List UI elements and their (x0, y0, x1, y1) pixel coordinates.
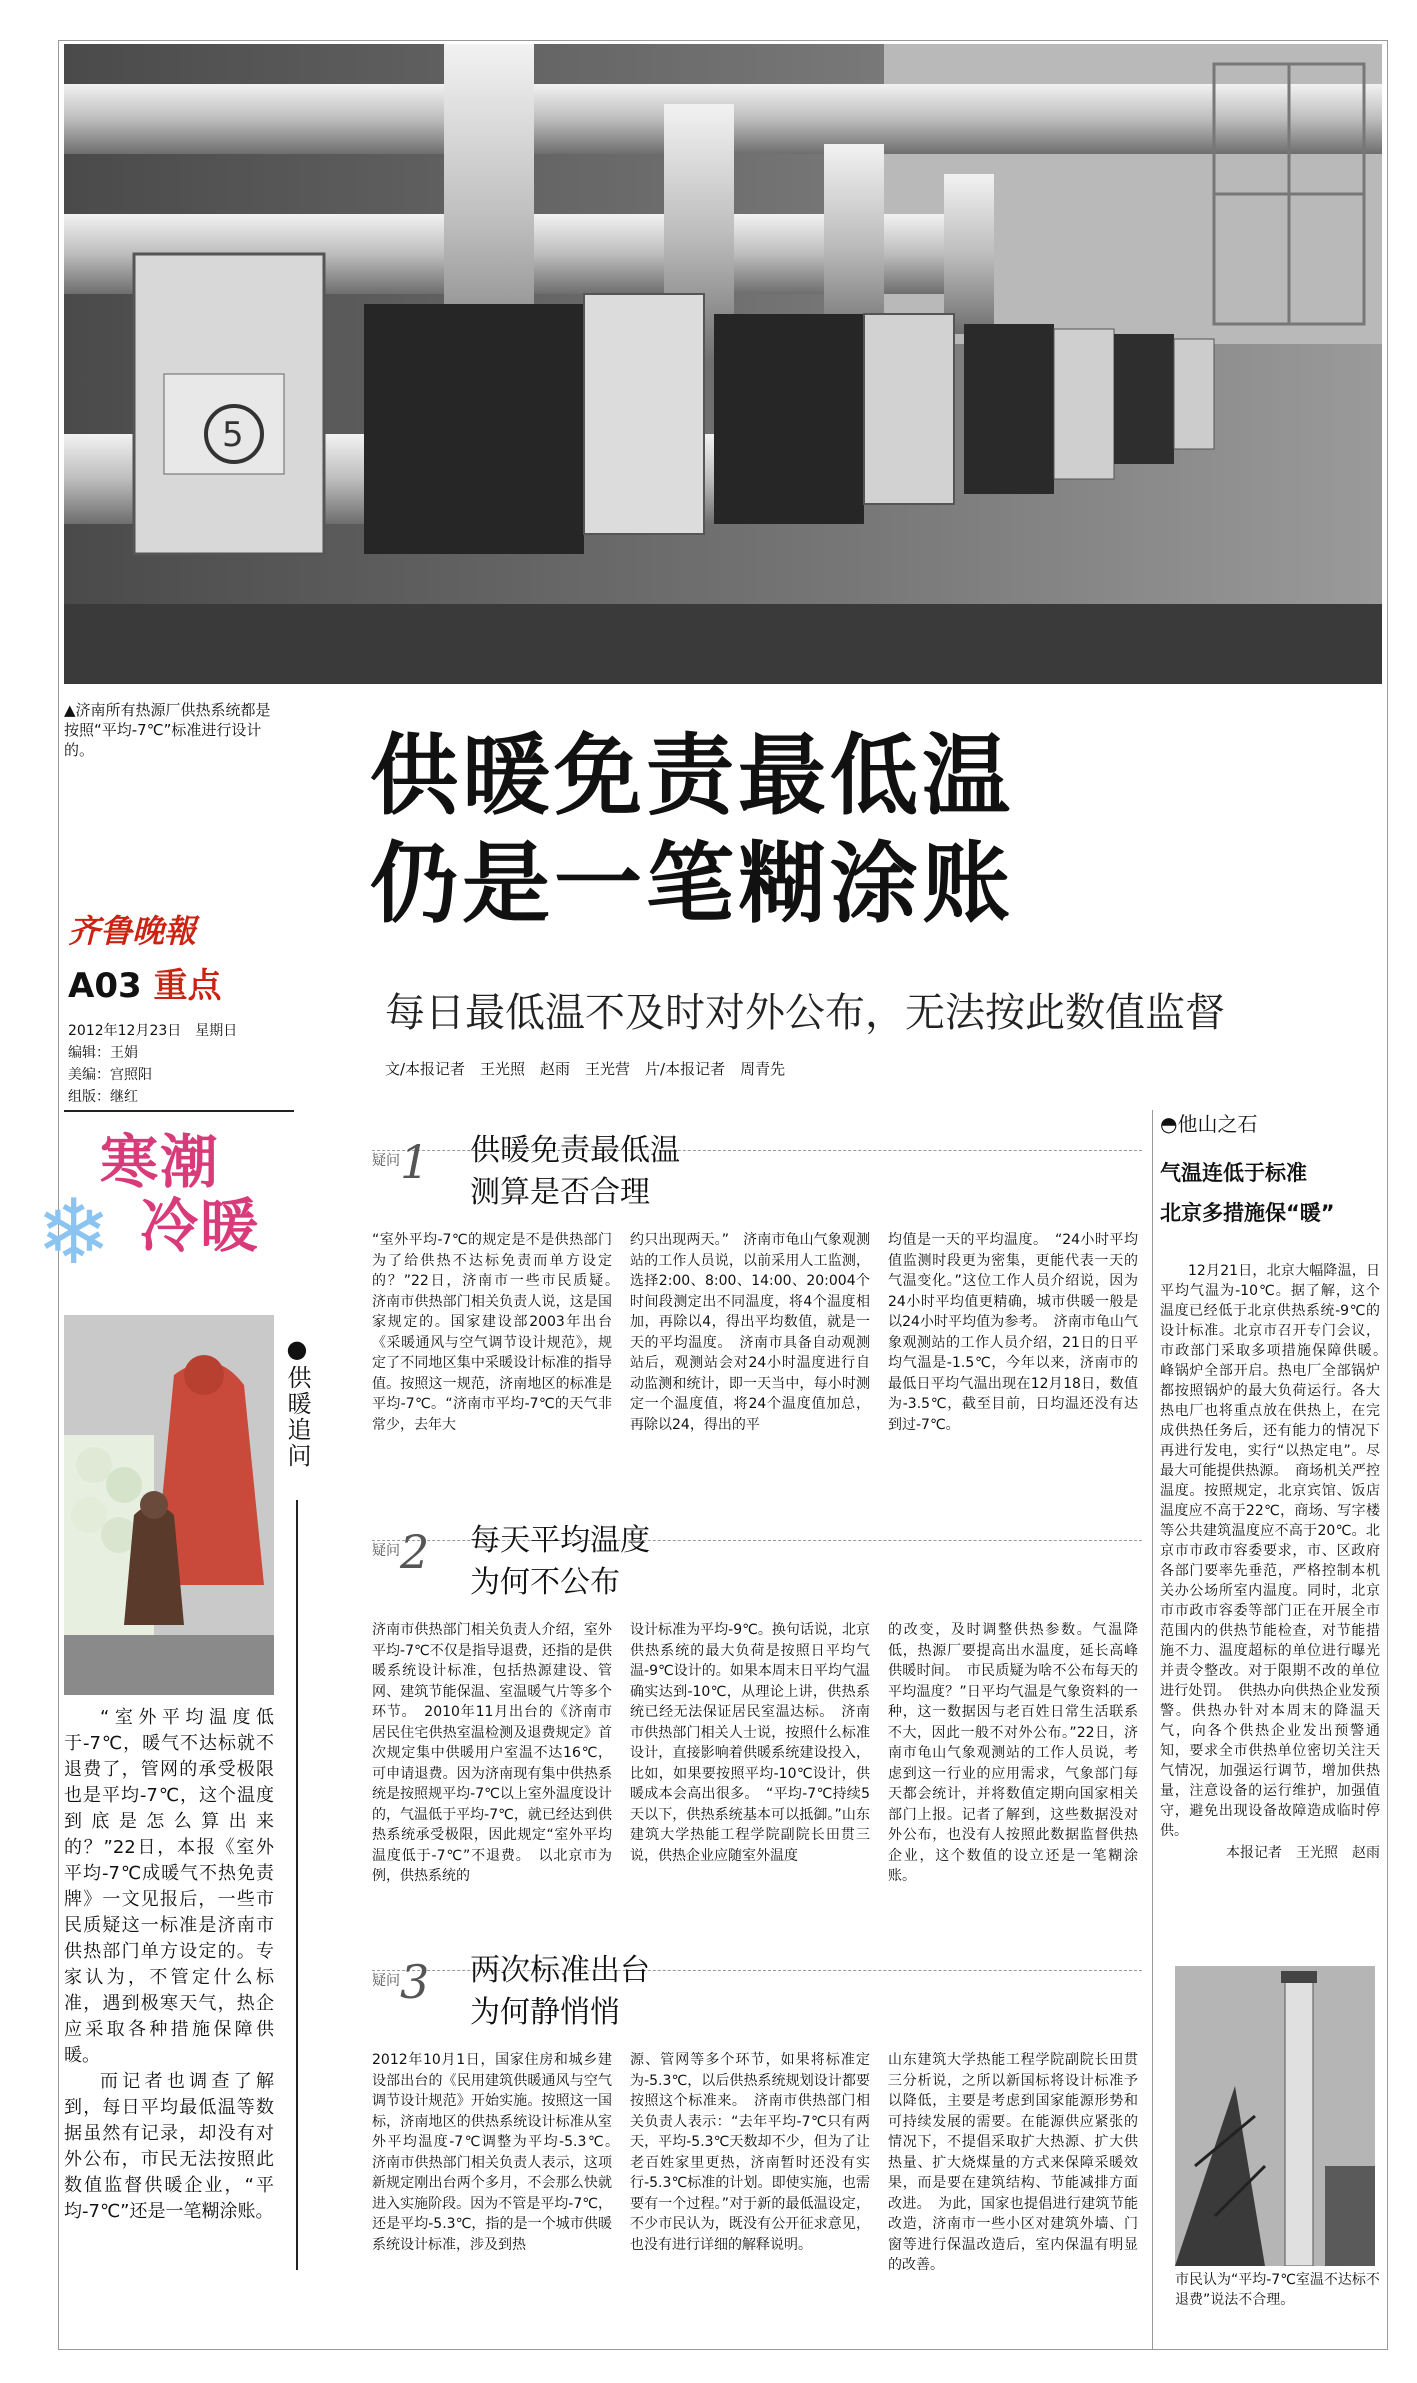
question-3-column-3: 山东建筑大学热能工程学院副院长田贯三分析说，之所以新国标将设计标准予以降低，主要是考虑到国家能源形势和可持续发展的需要。在能源供应紧张的情况下，不提倡采取扩大热源、扩大供热量、扩大烧煤量的方式来保障采暖效果，而是要在建筑结构、节能减排方面改进。 为此，国家也提倡进行建筑节能改造，济南市一些小区对建筑外墙、门窗等进行保温改造后，室内保温有明显的改善。 (888, 2052, 1138, 2273)
pipes-illustration (64, 44, 1382, 684)
subheadline: 每日最低温不及时对外公布，无法按此数值监督 (385, 990, 1225, 1036)
question-2-number: 2 (400, 1525, 430, 1579)
vendor-photo (64, 1315, 274, 1695)
page-number-value: A03 (68, 966, 142, 1006)
series-tag: ●供暖追问 (283, 1335, 311, 1469)
layout-credit: 组版：继红 (68, 1089, 138, 1105)
sidebar-credit: 本报记者 王光照 赵雨 (1226, 1845, 1380, 1861)
question-2-column-2: 设计标准为平均-9℃。换句话说，北京供热系统的最大负荷是按照日平均气温-9℃设计的。如果本周末日平均气温确实达到-10℃，从理论上讲，供热系统已经无法保证居民室温达标。 济南市供热部门相关人士说，按照什么标准设计，直接影响着供暖系统建设投入，比如，如果要按照平均-10℃设计，供暖成本会高出很多。 “平均-7℃持续5天以下，供热系统基本可以抵御。”山东建筑大学热能工程学院副院长田贯三说，供热企业应随室外温度 (630, 1622, 870, 1864)
question-3-title-line-1: 两次标准出台 (470, 1953, 650, 1988)
intro-text (64, 1705, 274, 2225)
winter-logo (100, 1130, 260, 1258)
question-1-title-line-2: 测算是否合理 (470, 1175, 650, 1210)
question-1-title-line-1: 供暖免责最低温 (470, 1133, 680, 1168)
sidebar-body: 12月21日，北京大幅降温，日平均气温为-10℃。据了解，这个温度已经低于北京供热系统-9℃的设计标准。北京市召开专门会议，市政部门采取多项措施保障供暖。 峰锅炉全部开启。热电厂全部锅炉都按照锅炉的最大负荷运行。各大热电厂也将重点放在供热上，在完成供热任务后，还有能力的情况下再进行发电，实行“以热定电”。尽最大可能提供热源。 商场机关严控温度。按照规定，北京宾馆、饭店温度应不高于22℃，商场、写字楼等公共建筑温度应不高于20℃。北京市市政市容委要求，市、区政府各部门要率先垂范，严格控制本机关办公场所室内温度。同时，北京市市政市容委等部门正在开展全市范围内的供热节能检查，对节能措施不力、温度超标的单位进行曝光并责令整改。对于限期不改的单位进行处罚。 供热办向供热企业发预警。供热办针对本周末的降温天气，向各个供热企业发出预警通知，要求全市供热单位密切关注天气情况，加强运行调节，增加供热量，注意设备的运行维护，加强值守，避免出现设备故障造成临时停供。 (1160, 1263, 1394, 1839)
boiler-room-photo (64, 44, 1382, 684)
question-1-column-3: 均值是一天的平均温度。 “24小时平均值监测时段更为密集，更能代表一天的气温变化。”这位工作人员介绍说，因为24小时平均值更精确，城市供暖一般是以24小时平均值为参考。 济南市龟山气象观测站的工作人员介绍，21日的日平均气温是-1.5℃，今年以来，济南市的最低日平均气温出现在12月18日，数值为-3.5℃，截至目前，日均温还没有达到过-7℃。 (888, 1232, 1138, 1433)
question-2-title-line-1: 每天平均温度 (470, 1523, 650, 1558)
question-1-column-2: 约只出现两天。” 济南市龟山气象观测站的工作人员说，以前采用人工监测，选择2:00、8:00、14:00、20:004个时间段测定出不同温度，将4个温度相加，再除以4，得出平均数值，就是一天的平均温度。 济南市具备自动观测站后，观测站会对24小时温度进行自动监测和统计，即一天当中，每小时测定一个温度值，将24个温度值加总，再除以24，得出的平 (630, 1232, 870, 1433)
question-3-number: 3 (400, 1955, 430, 2009)
designer-credit: 美编：宫照阳 (68, 1067, 152, 1083)
sidebar-title-2: 北京多措施保“暖” (1160, 1201, 1335, 1225)
side-vertical-rule (296, 1500, 298, 2270)
question-3-title-line-2: 为何静悄悄 (470, 1995, 620, 2030)
question-1-title (470, 1130, 680, 1214)
winter-title-2: 冷暖 (140, 1192, 261, 1260)
question-2-title (470, 1520, 650, 1604)
question-1-label: 疑问 (372, 1153, 400, 1169)
sidebar-tag: ◓他山之石 (1160, 1112, 1258, 1136)
question-2-column-1: 济南市供热部门相关负责人介绍，室外平均-7℃不仅是指导退费，还指的是供暖系统设计标准，包括热源建设、管网、建筑节能保温、室温暖气片等多个环节。 2010年11月出台的《济南市居民住宅供热室温检测及退费规定》首次规定集中供暖用户室温不达16℃，可申请退费。因为济南现有集中供热系统是按照规平均-7℃以上室外温度设计的，气温低于平均-7℃，就已经达到供热系统承受极限，因此规定“室外平均温度低于-7℃”不退费。 以北京市为例，供热系统的 (372, 1622, 612, 1884)
question-2-title-line-2: 为何不公布 (470, 1565, 620, 1600)
chimney-illustration (1175, 1966, 1375, 2266)
editor-credit: 编辑：王娟 (68, 1045, 138, 1061)
masthead-rule (64, 1110, 294, 1112)
question-1-column-1: “室外平均-7℃的规定是不是供热部门为了给供热不达标免责而单方设定的？”22日，济南市一些市民质疑。 济南市供热部门相关负责人说，这是国家规定的。国家建设部2003年出台《采暖通风与空气调节设计规范》，规定了不同地区集中采暖设计标准的指导值。按照这一规范，济南地区的标准是平均-7℃。“济南市平均-7℃的天气非常少，去年大 (372, 1232, 626, 1433)
hero-photo-caption: ▲济南所有热源厂供热系统都是按照“平均-7℃”标准进行设计的。 (64, 701, 271, 759)
page-number (68, 958, 221, 1007)
question-3-column-2: 源、管网等多个环节，如果将标准定为-5.3℃，以后供热系统规划设计都要按照这个标准来。 济南市供热部门相关负责人表示：“去年平均-7℃只有两天，平均-5.3℃天数却不少，但为了让老百姓家里更热，济南暂时还没有实行-5.3℃标准的计划。即使实施，也需要有一个过程。”对于新的最低温设定，不少市民认为，既没有公开征求意见，也没有进行详细的解释说明。 (630, 2052, 870, 2253)
sidebar-title-1: 气温连低于标准 (1160, 1161, 1307, 1185)
question-3-column-1: 2012年10月1日，国家住房和城乡建设部出台的《民用建筑供暖通风与空气调节设计规范》开始实施。按照这一国标，济南地区的供热系统设计标准从室外平均温度-7℃调整为平均-5.3℃。 济南市供热部门相关负责人表示，这项新规定刚出台两个多月，不会那么快就进入实施阶段。因为不管是平均-7℃，还是平均-5.3℃，指的是一个城市供暖系统设计标准，涉及到热 (372, 2052, 626, 2253)
sidebar-box (1160, 1108, 1394, 1863)
question-2-label: 疑问 (372, 1543, 400, 1559)
byline: 文/本报记者 王光照 赵雨 王光营 片/本报记者 周青先 (385, 1060, 786, 1078)
question-3-label: 疑问 (372, 1973, 400, 1989)
intro-paragraph-2: 而记者也调查了解到，每日平均最低温等数据虽然有记录，却没有对外公布，市民无法按照此数值监督供暖企业，“平均-7℃”还是一笔糊涂账。 (64, 2071, 274, 2222)
headline-line-2: 仍是一笔糊涂账 (370, 832, 1015, 935)
issue-meta (68, 1020, 237, 1108)
snowflake-icon: ❄ (36, 1180, 112, 1285)
vendor-illustration (64, 1315, 274, 1695)
intro-paragraph-1: “室外平均温度低于-7℃，暖气不达标就不退费了，管网的承受极限也是平均-7℃，这个温度到底是怎么算出来的？”22日，本报《室外平均-7℃成暖气不热免责牌》一文见报后，一些市民质疑这一标准是济南市供热部门单方设定的。专家认为，不管定什么标准，遇到极寒天气，热企应采取各种措施保障供暖。 (64, 1707, 274, 2066)
headline-line-1: 供暖免责最低温 (370, 724, 1015, 827)
svg-text:5: 5 (222, 415, 244, 455)
winter-title-1: 寒潮 (100, 1128, 221, 1196)
chimney-photo-caption: 市民认为“平均-7℃室温不达标不退费”说法不合理。 (1175, 2272, 1380, 2308)
chimney-photo (1175, 1966, 1375, 2266)
main-headline (370, 722, 1270, 938)
question-2-column-3: 的改变，及时调整供热参数。气温降低，热源厂要提高出水温度，延长高峰供暖时间。 市民质疑为啥不公布每天的平均温度？”日平均气温是气象资料的一种，这一数据因与老百姓日常生活联系不大，因此一般不对外公布。”22日，济南市龟山气象观测站的工作人员说，考虑到这一行业的应用需求，气象部门每天都会统计，并将数值定期向国家相关部门上报。记者了解到，这些数据没对外公布，也没有人按照此数据监督供热企业，这个数值的设立还是一笔糊涂账。 (888, 1622, 1138, 1884)
newspaper-logo: 齐鲁晚報 (68, 912, 197, 950)
sidebar-divider (1152, 1110, 1153, 2350)
section-name: 重点 (153, 966, 222, 1006)
issue-date: 2012年12月23日 星期日 (68, 1023, 238, 1039)
question-1-number: 1 (400, 1135, 430, 1189)
question-3-title (470, 1950, 650, 2034)
